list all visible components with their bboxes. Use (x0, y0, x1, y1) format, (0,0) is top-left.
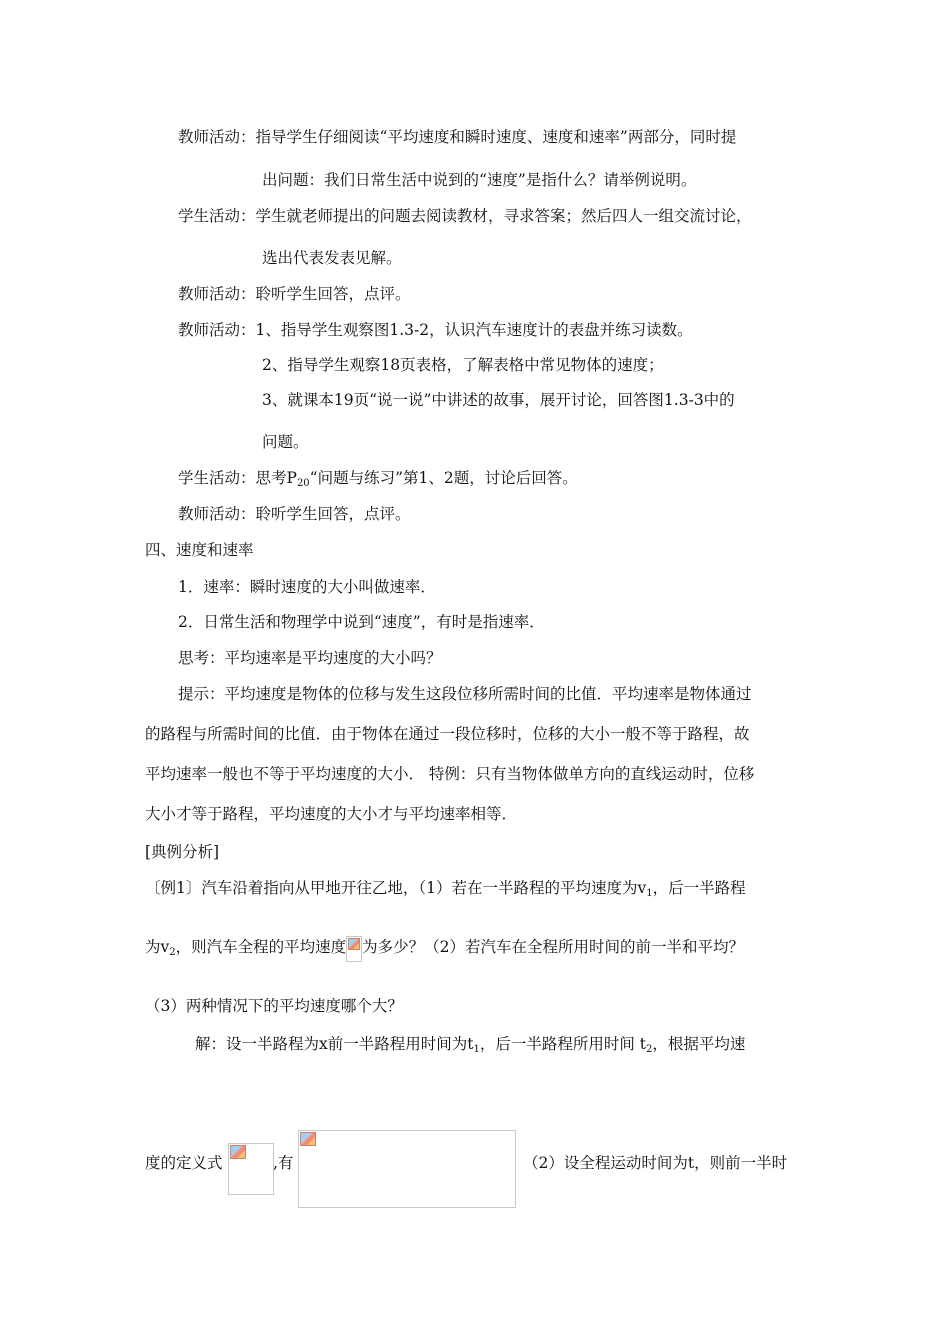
text-line: 出问题：我们日常生活中说到的“速度”是指什么？请举例说明。 (262, 171, 697, 189)
text-line: 3、就课本19页“说一说”中讲述的故事，展开讨论，回答图1.3-3中的 (262, 391, 735, 409)
text-line: 2．日常生活和物理学中说到“速度”，有时是指速率． (178, 613, 545, 631)
text-line: 平均速率一般也不等于平均速度的大小． 特例：只有当物体做单方向的直线运动时，位移 (145, 765, 755, 783)
text-line: 教师活动：1、指导学生观察图1.3-2，认识汽车速度计的表盘并练习读数。 (178, 321, 693, 339)
text-line: 大小才等于路程，平均速度的大小才与平均速率相等． (145, 805, 518, 823)
text-line: 度的定义式 (145, 1154, 223, 1172)
formula-image-placeholder (346, 936, 362, 962)
text-line: 提示：平均速度是物体的位移与发生这段位移所需时间的比值．平均速率是物体通过 (178, 685, 752, 703)
text-span: ，根据平均速 (652, 1035, 746, 1053)
broken-image-icon (230, 1145, 246, 1159)
text-span: 解：设一半路程为x前一半路程用时间为t (195, 1035, 474, 1053)
text-line: 问题。 (262, 433, 309, 451)
text-line: 教师活动：聆听学生回答，点评。 (178, 505, 411, 523)
section-heading: 四、速度和速率 (145, 541, 254, 559)
text-span: “问题与练习”第1、2题，讨论后回答。 (309, 469, 578, 487)
text-span: 为多少？（2）若汽车在全程所用时间的前一半和平均？ (362, 938, 745, 956)
text-span: 〔例1〕汽车沿着指向从甲地开往乙地，（1）若在一半路程的平均速度为v (145, 879, 647, 897)
text-line (178, 468, 578, 494)
text-line: 教师活动：聆听学生回答，点评。 (178, 285, 411, 303)
text-line (195, 1034, 745, 1060)
text-span: ，后一半路程 (652, 879, 746, 897)
text-line (145, 878, 746, 904)
broken-image-icon (348, 938, 360, 950)
text-line: 思考：平均速率是平均速度的大小吗？ (178, 649, 442, 667)
text-line: 学生活动：学生就老师提出的问题去阅读教材，寻求答案；然后四人一组交流讨论， (178, 207, 752, 225)
subscript: 2 (646, 1044, 653, 1055)
subscript: 20 (296, 478, 310, 489)
text-line: （2）设全程运动时间为t，则前一半时 (523, 1154, 788, 1172)
text-line: 的路程与所需时间的比值．由于物体在通过一段位移时，位移的大小一般不等于路程，故 (145, 725, 750, 743)
text-line: 1．速率：瞬时速度的大小叫做速率． (178, 578, 436, 596)
formula-image-placeholder (298, 1130, 516, 1208)
text-span: 学生活动：思考P (178, 469, 297, 487)
text-span: 为v (145, 938, 170, 956)
subscript: 2 (169, 947, 176, 958)
text-line: 选出代表发表见解。 (262, 249, 402, 267)
text-line: （3）两种情况下的平均速度哪个大？ (145, 997, 403, 1015)
text-line: ,有 (273, 1154, 294, 1172)
subscript: 1 (646, 888, 653, 899)
formula-image-placeholder (228, 1143, 274, 1195)
broken-image-icon (300, 1132, 316, 1146)
subscript: 1 (473, 1044, 480, 1055)
text-line (145, 936, 744, 963)
text-span: ，后一半路程所用时间 t (479, 1035, 647, 1053)
text-span: ，则汽车全程的平均速度 (175, 938, 347, 956)
subsection-heading: [典例分析] (145, 843, 220, 861)
text-line: 教师活动：指导学生仔细阅读“平均速度和瞬时速度、速度和速率”两部分，同时提 (178, 128, 737, 146)
text-line: 2、指导学生观察18页表格，了解表格中常见物体的速度； (262, 356, 664, 374)
